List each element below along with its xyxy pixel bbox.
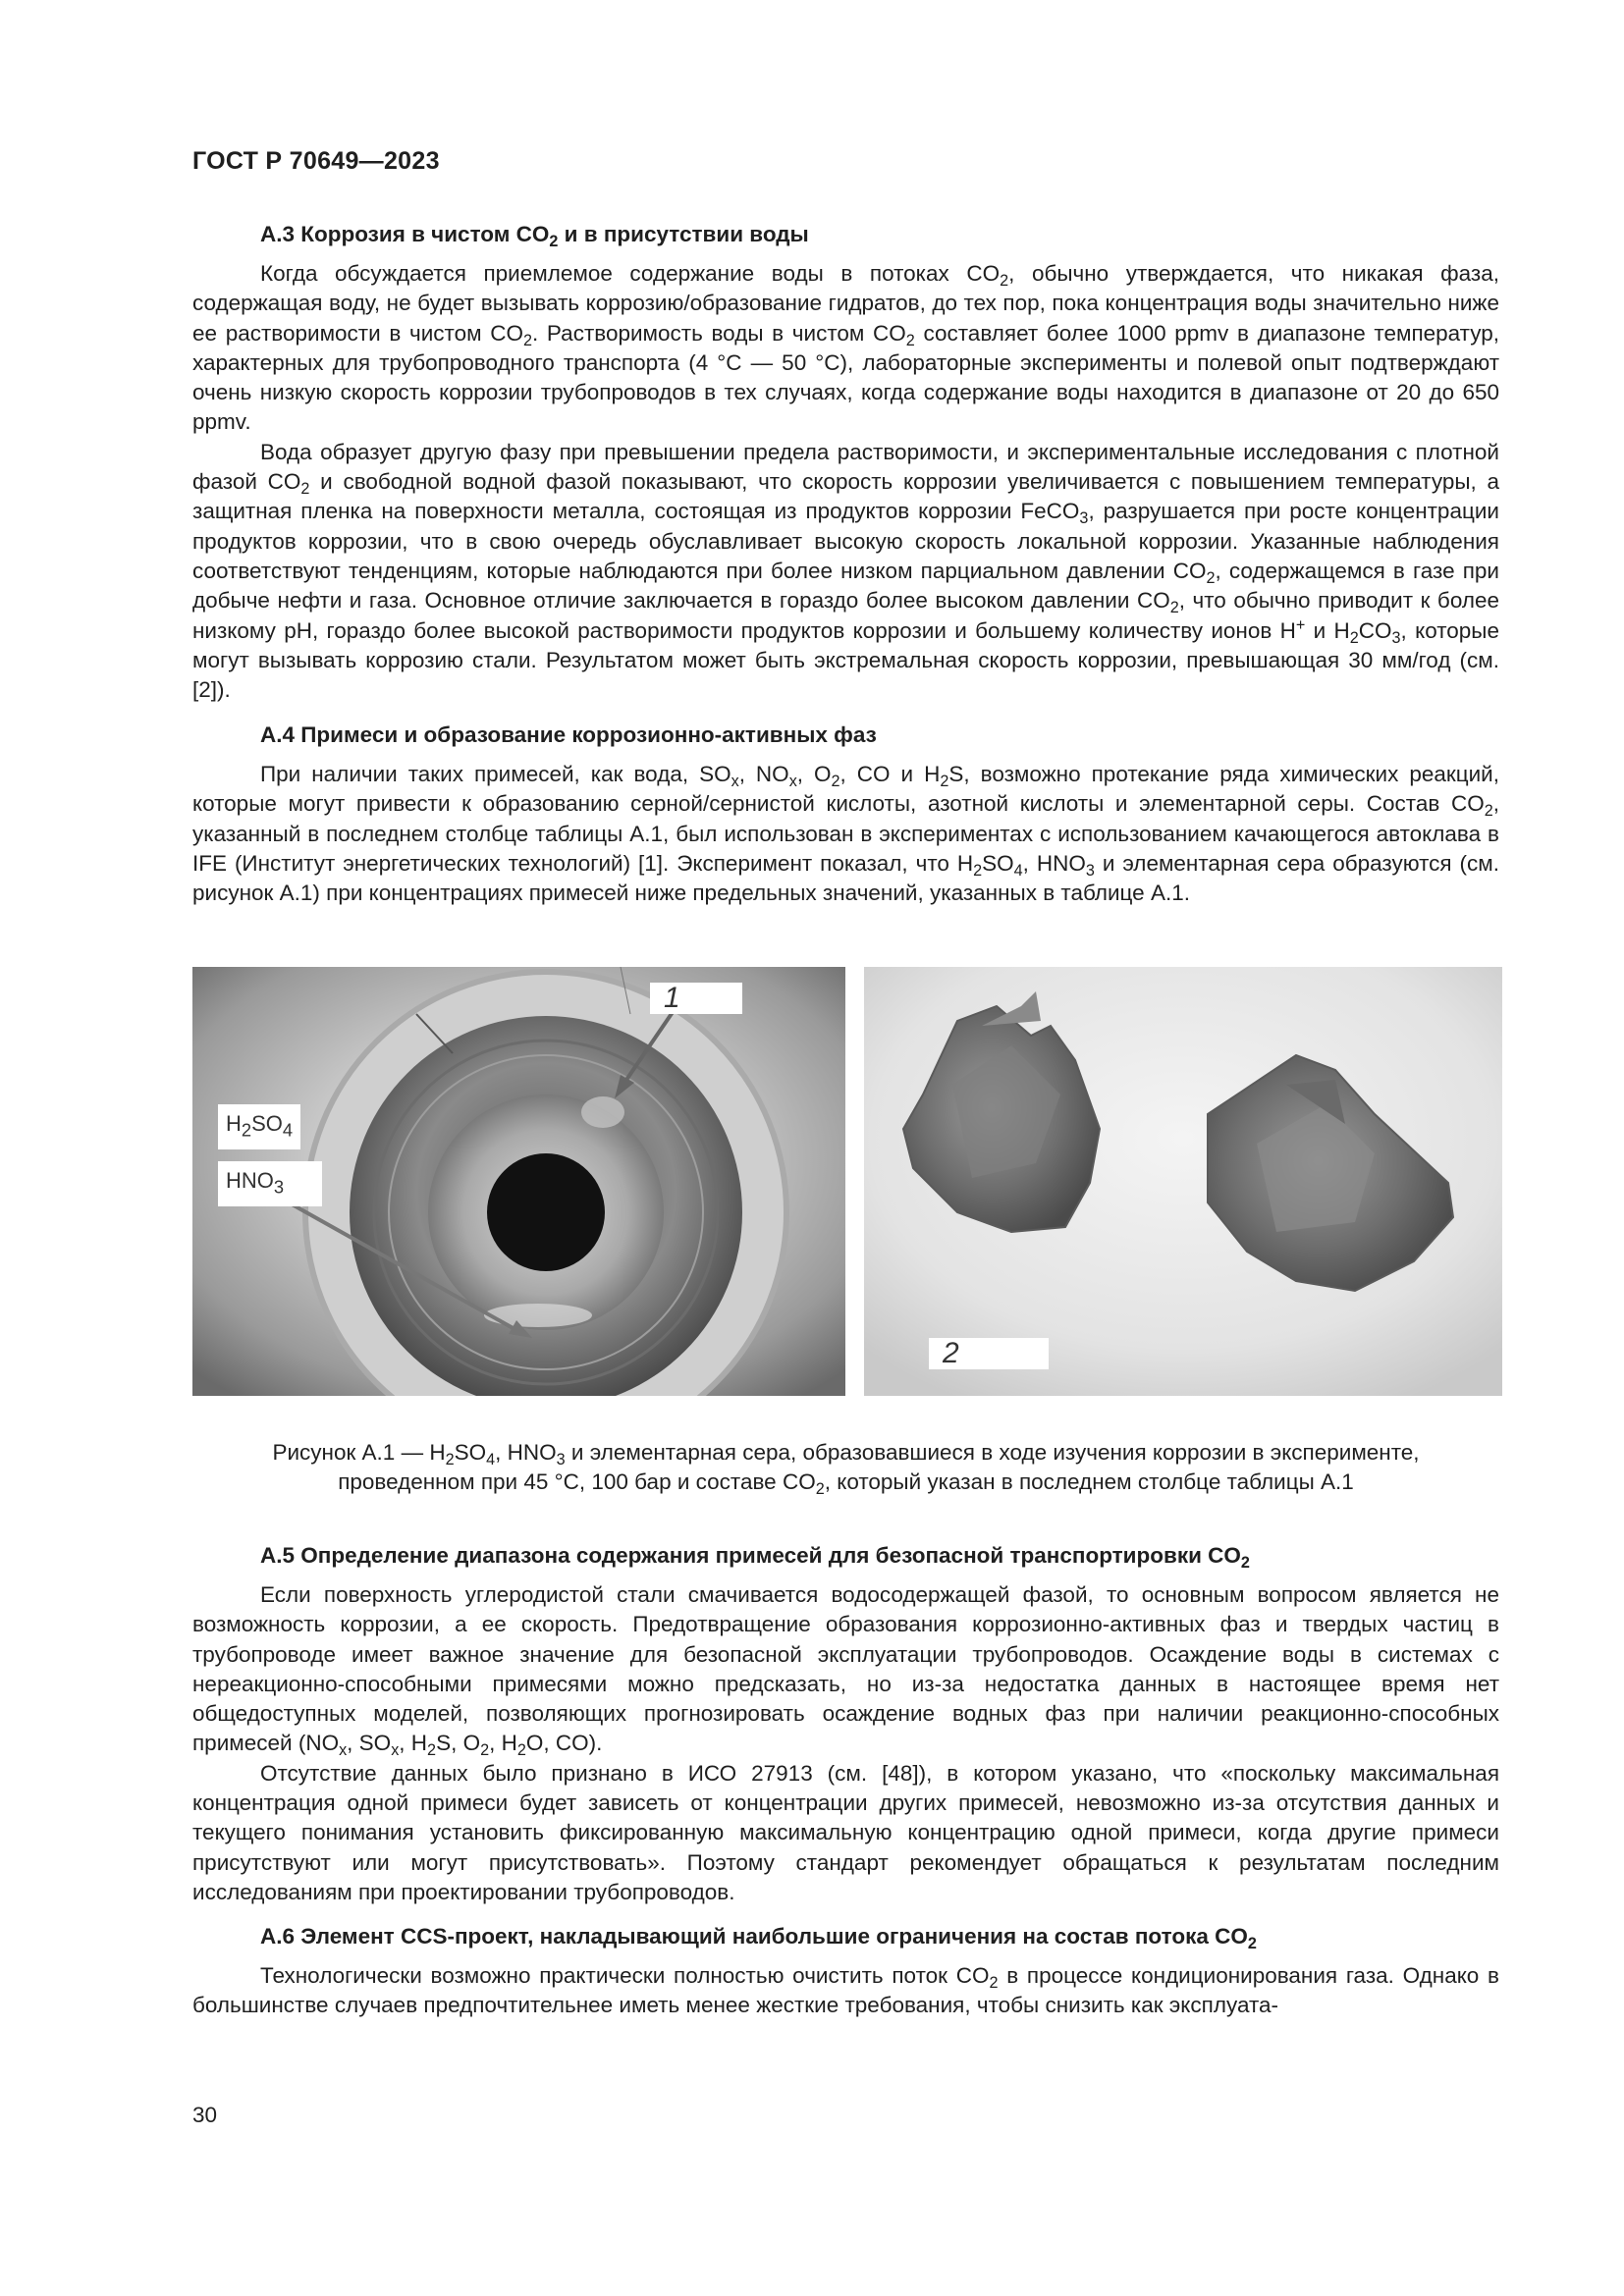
page-number: 30: [192, 2103, 218, 2127]
section-a3-body: [192, 259, 1499, 705]
figure-label-1: 1: [650, 983, 742, 1014]
section-a5-paragraph-2: Отсутствие данных было признано в ИСО 27913 (см. [48]), в котором указано, что «поскольку максимальная концентрация одной примеси будет зависеть от концентрации других примесей, невозможно из-за отсутствия данных и текущего понимания установить фиксированную максимальную концентрацию одной примеси, когда другие примеси присутствуют или могут присутствовать». Поэтому стандарт рекомендует обращаться к результатам последним исследованиям при проектировании трубопроводов.: [192, 1760, 1499, 1904]
section-a3-paragraph-1: Когда обсуждается приемлемое содержание воды в потоках $CO_2$, обычно утверждается, что никакая фаза, содержащая воду, не будет вызывать коррозию/образование гидратов, до тех пор, пока концентрация воды значительно ниже ее растворимости в чистом $CO_2$. Растворимость воды в чистом $CO_2$ составляет более 1000 ppmv в диапазоне температур, характерных для трубопроводного транспорта (4 °С — 50 °С), лабораторные эксперименты и полевой опыт подтверждают очень низкую скорость коррозии трубопроводов в тех случаях, когда содержание воды находится в диапазоне от 20 до 650 ppmv.: [192, 261, 1499, 435]
figure-label-2: 2: [929, 1338, 1049, 1369]
figure-label-h2so4: $H_2SO_4$: [218, 1104, 300, 1149]
section-a5-body: [192, 1580, 1499, 1907]
section-a6-body: [192, 1961, 1499, 2021]
section-a5-paragraph-1: Если поверхность углеродистой стали смачивается водосодержащей фазой, то основным вопросом является не возможность коррозии, а ее скорость. Предотвращение образования коррозионно-активных фаз и твердых частиц в трубопроводе имеет важное значение для безопасной эксплуатации трубопроводов. Осаждение воды в системах с нереакционно-способными примесями можно предсказать, но из-за недостатка данных в настоящее время нет общедоступных моделей, позволяющих прогнозировать осаждение водных фаз при наличии реакционно-способных примесей ($NO_x$, $SO_x$, $H_2S$, $O_2$, $H_2O$, CO).: [192, 1582, 1499, 1760]
section-a4-title: А.4 Примеси и образование коррозионно-активных фаз: [260, 722, 877, 747]
section-a4-paragraph-1: При наличии таких примесей, как вода, $SO_x$, $NO_x$, $O_2$, CO и $H_2S$, возможно протекание ряда химических реакций, которые могут привести к образованию серной/сернистой кислоты, азотной кислоты и элементарной серы. Состав $CO_2$, указанный в последнем столбце таблицы А.1, был использован в экспериментах с использованием качающегося автоклава в IFE (Институт энергетических технологий) [1]. Эксперимент показал, что $H_2SO_4$, $HNO_3$ и элементарная сера образуются (см. рисунок А.1) при концентрациях примесей ниже предельных значений, указанных в таблице А.1.: [192, 762, 1499, 906]
figure-caption: [192, 1438, 1499, 1497]
document-header: ГОСТ Р 70649—2023: [192, 147, 440, 175]
sulfur-deposits-photo: [864, 967, 1502, 1396]
caption-line-2: проведенном при 45 °С, 100 бар и составе $CO_2$, который указан в последнем столбце таблицы А.1: [338, 1469, 1354, 1498]
section-a6-paragraph-1: Технологически возможно практически полностью очистить поток $CO_2$ в процессе кондиционирования газа. Однако в большинстве случаев предпочтительнее иметь менее жесткие требования, чтобы снизить как эксплуата-: [192, 1963, 1499, 2018]
sulfur-deposits-illustration: [864, 967, 1502, 1396]
section-a4-body: [192, 760, 1499, 908]
autoclave-photo: [192, 967, 845, 1396]
figure-label-hno3: $HNO_3$: [218, 1161, 322, 1206]
caption-line-1: Рисунок А.1 — $H_2SO_4$, $HNO_3$ и элементарная сера, образовавшиеся в ходе изучения коррозии в эксперименте,: [272, 1440, 1420, 1468]
section-a3-paragraph-2: Вода образует другую фазу при превышении предела растворимости, и экспериментальные исследования с плотной фазой $CO_2$ и свободной водной фазой показывают, что скорость коррозии увеличивается с повышением температуры, а защитная пленка на поверхности металла, состоящая из продуктов коррозии FeCO$_3$, разрушается при росте концентрации продуктов коррозии, что в свою очередь обуславливает высокую скорость локальной коррозии. Указанные наблюдения соответствуют тенденциям, которые наблюдаются при более низком парциальном давлении $CO_2$, содержащемся в газе при добыче нефти и газа. Основное отличие заключается в гораздо более высоком давлении $CO_2$, что обычно приводит к более низкому pH, гораздо более высокой растворимости продуктов коррозии и большему количеству ионов H+ и $H_2CO_3$, которые могут вызывать коррозию стали. Результатом может быть экстремальная скорость коррозии, превышающая 30 мм/год (см. [2]).: [192, 439, 1499, 703]
section-a5-title: А.5 Определение диапазона содержания примесей для безопасной транспортировки $CO_2$: [260, 1543, 1250, 1572]
section-a6-title: А.6 Элемент CCS-проект, накладывающий наибольшие ограничения на состав потока $CO_2$: [260, 1924, 1257, 1952]
section-a3-title: А.3 Коррозия в чистом $CO_2$ и в присутствии воды: [260, 222, 809, 250]
